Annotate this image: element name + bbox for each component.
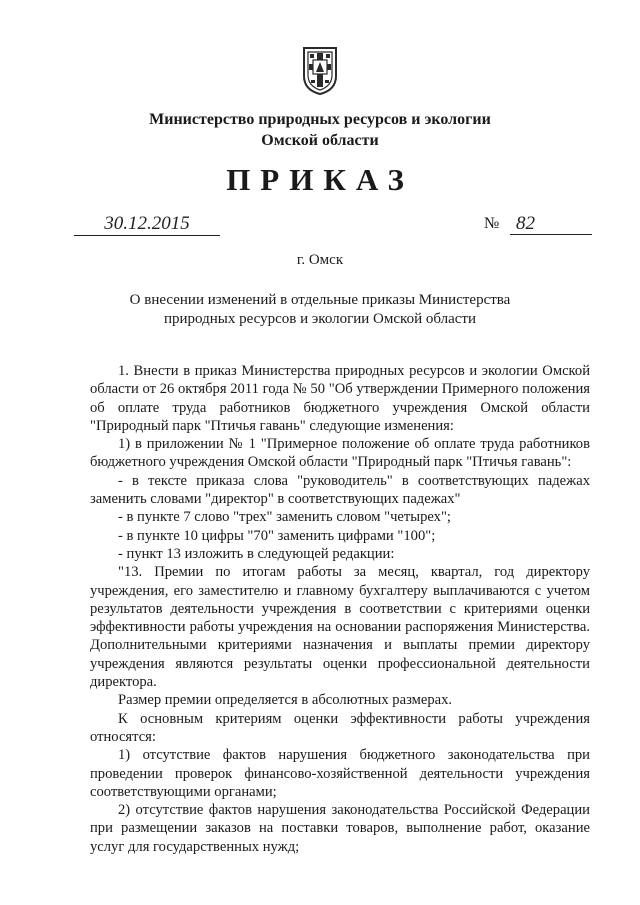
body-paragraph: 1) в приложении № 1 "Примерное положение об оплате труда работников бюджетного учреждения Омской области "Природный парк "Птичья гавань": — [90, 436, 590, 471]
document-body — [90, 362, 590, 856]
organization-name-line2: Омской области — [261, 132, 379, 149]
organization-name-line1: Министерство природных ресурсов и экологии — [149, 111, 491, 128]
document-number-label: № — [484, 215, 500, 232]
body-paragraph: 1. Внести в приказ Министерства природных ресурсов и экологии Омской области от 26 октября 2011 года № 50 "Об утверждении Примерного положения об оплате труда работников бюджетного учреждения Омской области "Природный парк "Птичья гавань" следующие изменения: — [90, 363, 590, 434]
body-paragraph: - в тексте приказа слова "руководитель" в соответствующих падежах заменить словами "директор" в соответствующих падежах" — [90, 472, 590, 508]
body-paragraph: 2) отсутствие фактов нарушения законодательства Российской Федерации при размещении заказов на поставки товаров, выполнение работ, оказание услуг для государственных нужд; — [90, 802, 590, 855]
document-subject: О внесении изменений в отдельные приказы Министерства природных ресурсов и экологии Омской области — [129, 292, 511, 327]
omsk-coat-of-arms-emblem — [300, 44, 340, 96]
body-paragraph: "13. Премии по итогам работы за месяц, квартал, год директору учреждения, его заместителю и главному бухгалтеру выплачиваются с учетом результатов деятельности учреждения в соответствии с критериями оценки эффективности работы учреждения на основании распоряжения Министерства. Дополнительными критериями назначения и выплаты премии директору учреждения являются результаты оценки профессиональной деятельности директора. — [90, 564, 590, 691]
body-paragraph: - пункт 13 изложить в следующей редакции: — [118, 545, 395, 562]
document-city: г. Омск — [296, 252, 344, 268]
document-number: 82 — [510, 213, 592, 235]
body-paragraph: К основным критериям оценки эффективности работы учреждения относятся: — [90, 710, 590, 745]
body-paragraph: Размер премии определяется в абсолютных размерах. — [118, 692, 453, 709]
document-date: 30.12.2015 — [74, 213, 220, 236]
body-paragraph: 1) отсутствие фактов нарушения бюджетного законодательства при проведении проверок финансово-хозяйственной деятельности учреждения соответствующими органами; — [90, 747, 590, 800]
body-paragraph: - в пункте 7 слово "трех" заменить словом "четырех"; — [118, 509, 451, 526]
body-paragraph: - в пункте 10 цифры "70" заменить цифрами "100"; — [118, 527, 436, 544]
document-type-title: ПРИКАЗ — [226, 162, 414, 197]
